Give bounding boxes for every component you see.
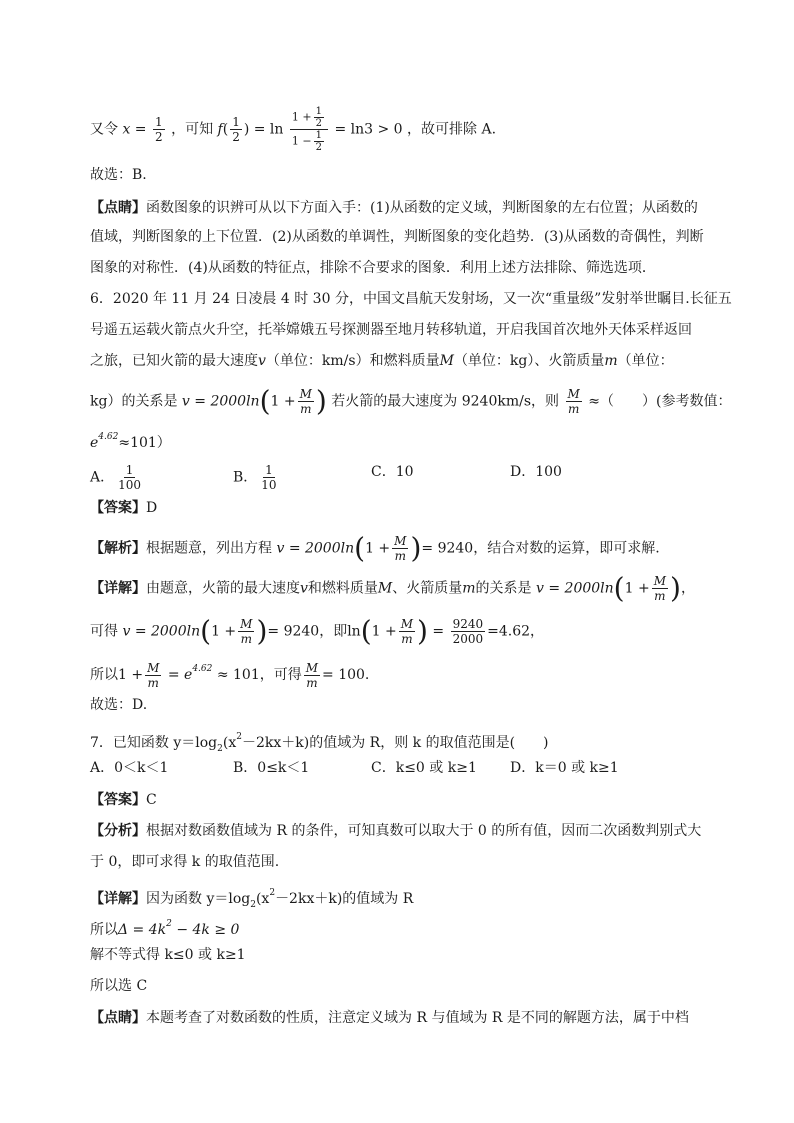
text: ， bbox=[680, 580, 695, 597]
question-text: (x bbox=[222, 735, 237, 751]
exponent: 4.62 bbox=[98, 432, 119, 442]
fraction-num: M bbox=[567, 387, 580, 401]
text: ( bbox=[354, 531, 366, 565]
text: v = 2000ln bbox=[276, 540, 355, 557]
subscript: 2 bbox=[217, 744, 223, 754]
fraction-num: M bbox=[394, 534, 407, 548]
text: ( bbox=[200, 614, 212, 648]
text-line bbox=[90, 384, 732, 418]
text: kg）的关系是 bbox=[90, 393, 178, 410]
option-label: D． bbox=[510, 464, 536, 480]
text: ( bbox=[613, 571, 625, 605]
text: 于 0，即可求得 k 的取值范围. bbox=[90, 854, 280, 870]
fraction-den: m bbox=[147, 675, 159, 690]
text: 值域，判断图象的上下位置．(2)从函数的单调性，判断图象的变化趋势．(3)从函数的奇偶性，判断 bbox=[90, 229, 704, 245]
text: m bbox=[462, 580, 476, 597]
text: (x bbox=[255, 891, 270, 907]
text: M bbox=[377, 580, 393, 597]
text: ) bbox=[315, 384, 327, 418]
question-text: －2kx＋k)的值域为 R，则 k 的取值范围是( ) bbox=[241, 735, 549, 751]
text: （单位：kg）、火箭质量 bbox=[453, 353, 605, 369]
fraction-den: m bbox=[240, 632, 252, 646]
option-text: B．0≤k＜1 bbox=[233, 760, 310, 776]
text: ，即 bbox=[319, 623, 348, 640]
question-text: 号遥五运载火箭点火升空，托举嫦娥五号探测器至地月转移轨道，开启我国首次地外天体采样返回 bbox=[90, 322, 692, 338]
detail-line: 可得 v = 2000ln(1 + $\frac{M}{m}$ )= 9240，即ln(1 + $\frac{M}{m}$ ) = $\frac{9240}{2000}$ =4.62， bbox=[90, 614, 545, 648]
text: 1 + bbox=[211, 623, 237, 640]
fraction-num: 1 bbox=[125, 463, 134, 477]
fraction bbox=[230, 115, 242, 144]
text-line bbox=[90, 258, 656, 278]
fraction bbox=[238, 617, 254, 646]
fraction bbox=[566, 387, 582, 416]
option-label: C． bbox=[371, 464, 396, 480]
text-line bbox=[90, 106, 496, 153]
text: 1 + bbox=[118, 667, 144, 683]
fraction-den: m bbox=[401, 632, 413, 646]
text: 解不等式得 k≤0 或 k≥1 bbox=[90, 947, 246, 963]
text: ) bbox=[243, 121, 250, 138]
text-line bbox=[90, 695, 147, 715]
analysis-line bbox=[90, 531, 660, 565]
text: 所以 bbox=[90, 667, 118, 683]
fraction bbox=[451, 617, 486, 646]
text: = 100. bbox=[322, 667, 370, 683]
section-tag: 【答案】 bbox=[90, 792, 146, 808]
fraction bbox=[259, 463, 278, 492]
text-line bbox=[90, 427, 171, 453]
fraction-num: M bbox=[400, 617, 414, 631]
option-text: 10 bbox=[395, 464, 414, 480]
text: ≈101） bbox=[118, 435, 171, 451]
analysis-line bbox=[90, 821, 701, 841]
text: v bbox=[300, 580, 308, 597]
text: ≈ 101，可得 bbox=[216, 667, 302, 683]
fraction-num bbox=[290, 106, 328, 130]
fraction-den bbox=[290, 130, 328, 153]
comment-line bbox=[90, 1008, 689, 1028]
fraction-num: M bbox=[305, 660, 319, 675]
text: －2kx＋k)的值域为 R bbox=[275, 891, 414, 907]
detail-line bbox=[90, 883, 413, 915]
text: ln bbox=[347, 623, 361, 640]
fraction bbox=[304, 661, 320, 690]
text: 之旅，已知火箭的最大速度 bbox=[90, 353, 258, 369]
text: f bbox=[217, 121, 223, 138]
answer: D bbox=[146, 500, 158, 516]
fraction-den: 2 bbox=[232, 130, 240, 144]
exponent: 2 bbox=[166, 919, 172, 929]
text: 因为函数 y＝log bbox=[146, 891, 251, 907]
question-text: 7．已知函数 y＝log bbox=[90, 735, 218, 751]
text: m bbox=[604, 353, 618, 369]
option-b bbox=[233, 463, 281, 492]
text: e bbox=[184, 667, 193, 683]
text: =4.62， bbox=[487, 623, 545, 640]
text: 的关系是 bbox=[475, 580, 532, 597]
exponent: 2 bbox=[236, 732, 242, 742]
text: v bbox=[258, 353, 266, 369]
text: ( bbox=[360, 614, 372, 648]
fraction bbox=[145, 661, 161, 690]
fraction bbox=[652, 574, 668, 603]
text: ，结合对数的运算，即可求解. bbox=[473, 540, 660, 557]
option-label: B． bbox=[233, 469, 258, 486]
text: 故选：B. bbox=[90, 167, 147, 183]
fraction-num: M bbox=[240, 617, 253, 631]
fraction-den: m bbox=[394, 549, 406, 563]
text: x = bbox=[122, 121, 147, 138]
text-line bbox=[90, 320, 692, 340]
text: ) bbox=[670, 571, 681, 605]
subscript: 2 bbox=[250, 900, 256, 910]
text: 可得 bbox=[90, 623, 118, 640]
text: ( bbox=[222, 121, 229, 138]
text-line bbox=[90, 914, 239, 940]
fraction-num: 1 bbox=[232, 115, 240, 129]
text: e bbox=[90, 435, 99, 451]
text-line bbox=[90, 165, 147, 185]
fraction-num: 1 bbox=[315, 106, 322, 117]
section-tag: 【详解】 bbox=[90, 580, 146, 597]
detail-line bbox=[90, 571, 695, 605]
question-text: 6．2020 年 11 月 24 日凌晨 4 时 30 分，中国文昌航天发射场，又一次“重量级”发射举世瞩目.长征五 bbox=[90, 291, 732, 307]
fraction-num: 1 bbox=[315, 130, 322, 141]
option-label: A． bbox=[90, 469, 115, 486]
fraction-num: 1 bbox=[265, 463, 273, 477]
answer-line bbox=[90, 498, 157, 518]
fraction-den: m bbox=[567, 402, 580, 416]
exponent: 4.62 bbox=[192, 664, 213, 674]
text: 1 + bbox=[291, 110, 312, 124]
option-text: D．k＝0 或 k≥1 bbox=[510, 760, 619, 776]
fraction-den: 2000 bbox=[452, 632, 484, 646]
text: v = 2000ln bbox=[122, 623, 201, 640]
text: ( bbox=[259, 384, 271, 418]
fraction-den: m bbox=[300, 402, 312, 416]
fraction bbox=[290, 106, 328, 153]
fraction bbox=[392, 534, 408, 563]
fraction-den: 2 bbox=[315, 142, 322, 153]
option-c bbox=[371, 462, 414, 482]
text: 1 + bbox=[270, 393, 296, 410]
fraction-den: 100 bbox=[118, 478, 142, 492]
text: 1 − bbox=[291, 134, 312, 148]
fraction-num: 9240 bbox=[452, 617, 484, 631]
text: v = 2000ln bbox=[536, 580, 614, 597]
fraction bbox=[314, 106, 324, 129]
text: 和燃料质量 bbox=[307, 580, 378, 597]
option-text: C．k≤0 或 k≥1 bbox=[371, 760, 477, 776]
fraction-num: M bbox=[147, 660, 160, 675]
text: ≈（ ）(参考数值： bbox=[588, 393, 732, 410]
text: 1 + bbox=[365, 540, 391, 557]
section-tag: 【解析】 bbox=[90, 540, 146, 557]
detail-line: 所以1 + $\frac{M}{m}$ = $e^{4.62} \approx 101$，可得 $\frac{M}{m}$ = 100. bbox=[90, 660, 370, 690]
option-b bbox=[233, 758, 309, 778]
text: 若火箭的最大速度为 9240km/s，则 bbox=[331, 393, 560, 410]
text: = 9240 bbox=[267, 623, 320, 640]
answer: C bbox=[146, 792, 157, 808]
text: ) bbox=[256, 614, 268, 648]
text: = 9240 bbox=[421, 540, 474, 557]
fraction bbox=[153, 115, 165, 144]
fraction-den: m bbox=[654, 589, 666, 603]
fraction-den: 2 bbox=[154, 130, 163, 144]
option-d bbox=[510, 462, 562, 482]
text: 根据对数函数值域为 R 的条件，可知真数可以取大于 0 的所有值，因而二次函数判别式大 bbox=[146, 823, 702, 839]
text: 由题意，火箭的最大速度 bbox=[146, 580, 300, 597]
fraction bbox=[116, 463, 143, 492]
option-a bbox=[90, 463, 145, 492]
option-d bbox=[510, 758, 619, 778]
section-tag: 【点睛】 bbox=[90, 200, 146, 216]
text: ，可知 bbox=[171, 121, 214, 138]
fraction bbox=[399, 617, 415, 646]
text: ) bbox=[410, 531, 422, 565]
text: v = 2000ln bbox=[181, 393, 260, 410]
section-tag: 【点睛】 bbox=[90, 1010, 146, 1026]
exponent: 2 bbox=[269, 888, 276, 898]
text: = ln bbox=[253, 121, 284, 138]
text: 1 + bbox=[371, 623, 397, 640]
fraction bbox=[298, 387, 314, 416]
fraction-den: 10 bbox=[261, 478, 277, 492]
answer-line bbox=[90, 790, 157, 810]
option-c bbox=[371, 758, 477, 778]
text: （单位：km/s）和燃料质量 bbox=[265, 353, 440, 369]
text-line bbox=[90, 289, 732, 309]
text: 1 + bbox=[624, 580, 650, 597]
section-tag: 【分析】 bbox=[90, 823, 146, 839]
text-line bbox=[90, 945, 246, 965]
text-line bbox=[90, 976, 147, 996]
text-line bbox=[90, 227, 704, 247]
text: 又令 bbox=[90, 121, 118, 138]
text: = ln3 > 0 bbox=[334, 121, 403, 138]
fraction-num: 1 bbox=[154, 115, 163, 129]
text: − 4k ≥ 0 bbox=[171, 922, 240, 938]
fraction bbox=[314, 130, 324, 153]
option-a bbox=[90, 758, 168, 778]
option-text: 100 bbox=[535, 464, 562, 480]
section-tag: 【答案】 bbox=[90, 500, 146, 516]
fraction-den: m bbox=[306, 675, 318, 690]
text: （单位： bbox=[617, 353, 674, 369]
fraction-num: M bbox=[653, 574, 666, 588]
fraction-num: M bbox=[299, 387, 312, 401]
text: 故选：D. bbox=[90, 697, 148, 713]
text: 所以选 C bbox=[90, 978, 148, 994]
option-text: A．0＜k＜1 bbox=[90, 760, 169, 776]
text: Δ = 4k bbox=[118, 922, 167, 938]
text: M bbox=[439, 353, 454, 369]
text: 图象的对称性．(4)从函数的特征点，排除不合要求的图象．利用上述方法排除、筛选选项． bbox=[90, 260, 656, 276]
text: 根据题意，列出方程 bbox=[146, 540, 272, 557]
text-line bbox=[90, 351, 674, 371]
text: 、火箭质量 bbox=[392, 580, 463, 597]
text: 函数图象的识辨可从以下方面入手：(1)从函数的定义域，判断图象的左右位置；从函数的 bbox=[146, 200, 698, 216]
text: ) bbox=[417, 614, 428, 648]
text: ，故可排除 A. bbox=[407, 121, 497, 138]
text-line bbox=[90, 727, 549, 759]
text-line bbox=[90, 198, 698, 218]
fraction-den: 2 bbox=[315, 118, 322, 129]
text-line bbox=[90, 852, 279, 872]
section-tag: 【详解】 bbox=[90, 891, 146, 907]
text: 所以 bbox=[90, 922, 118, 938]
text: 本题考查了对数函数的性质，注意定义域为 R 与值域为 R 是不同的解题方法，属于中档 bbox=[146, 1010, 689, 1026]
